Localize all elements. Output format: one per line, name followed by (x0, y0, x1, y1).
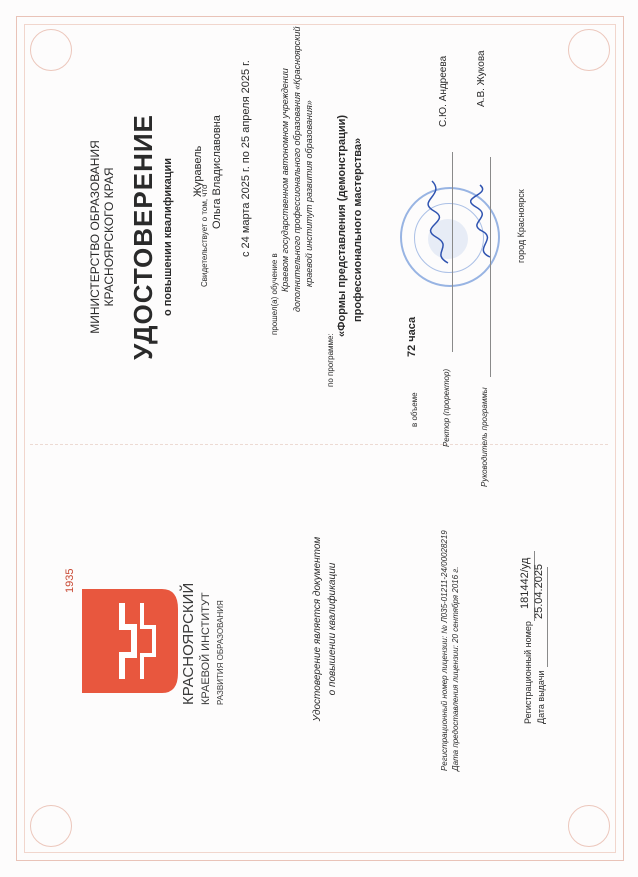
program-head-signature-icon (470, 181, 500, 261)
logo-year: 1935 (64, 568, 76, 593)
program-head-signature-line (490, 157, 491, 377)
corner-ornament (30, 29, 72, 71)
volume-label: в объеме (410, 392, 419, 427)
license-number: Регистрационный номер лицензии: № Л035-01211-24/00028219 (440, 530, 449, 771)
program-head-name: А.В. Жукова (476, 50, 487, 107)
institution-line-1: Краевом государственном автономном учреждении (280, 68, 290, 292)
certificate-title: УДОСТОВЕРЕНИЕ (128, 114, 158, 360)
license-date: Дата предоставления лицензии: 20 сентября 2016 г. (451, 566, 460, 771)
corner-ornament (30, 805, 72, 847)
issue-date-value: 25.04.2025 (533, 563, 545, 619)
corner-ornament (568, 29, 610, 71)
certificate-subtitle: о повышении квалификации (162, 157, 174, 317)
city-label: город Красноярск (516, 189, 526, 263)
logo-line-1: КРАСНОЯРСКИЙ (180, 582, 197, 705)
institute-logo-icon (70, 581, 190, 701)
rector-name: С.Ю. Андреева (438, 55, 449, 127)
certifies-label: Свидетельствует о том, что (200, 184, 209, 287)
program-label: по программе: (326, 333, 335, 387)
document-note-line-2: о повышении квалификации (327, 562, 338, 696)
corner-ornament (568, 805, 610, 847)
document-note-line-1: Удостоверение является документом (312, 536, 323, 722)
logo-line-3: РАЗВИТИЯ ОБРАЗОВАНИЯ (216, 600, 225, 705)
surname: Журавель (192, 145, 204, 197)
ministry-line-2: КРАСНОЯРСКОГО КРАЯ (102, 167, 116, 307)
institution-line-3: краевой институт развития образования» (304, 100, 314, 287)
volume-value: 72 часа (406, 316, 418, 357)
training-label: прошел(а) обучение в (270, 253, 279, 335)
issue-date-label: Дата выдачи (536, 670, 546, 724)
rector-label: Ректор (проректор) (442, 368, 451, 447)
training-period: с 24 марта 2025 г. по 25 апреля 2025 г. (240, 60, 252, 257)
given-names: Ольга Владиславовна (211, 115, 223, 229)
issue-date-line (547, 567, 548, 667)
program-head-label: Руководитель программы (480, 387, 489, 487)
logo-line-2: КРАЕВОЙ ИНСТИТУТ (200, 592, 212, 705)
program-title-line-2: профессионального мастерства» (352, 137, 364, 322)
registration-label: Регистрационный номер (523, 621, 533, 724)
ministry-line-1: МИНИСТЕРСТВО ОБРАЗОВАНИЯ (88, 140, 102, 334)
program-title-line-1: «Формы представления (демонстрации) (336, 114, 348, 337)
rector-signature-line (452, 152, 453, 352)
center-fold-line (30, 444, 608, 445)
registration-number: 181442/уд (519, 557, 531, 609)
institution-line-2: дополнительного профессионального образования «Красноярский (292, 26, 302, 312)
